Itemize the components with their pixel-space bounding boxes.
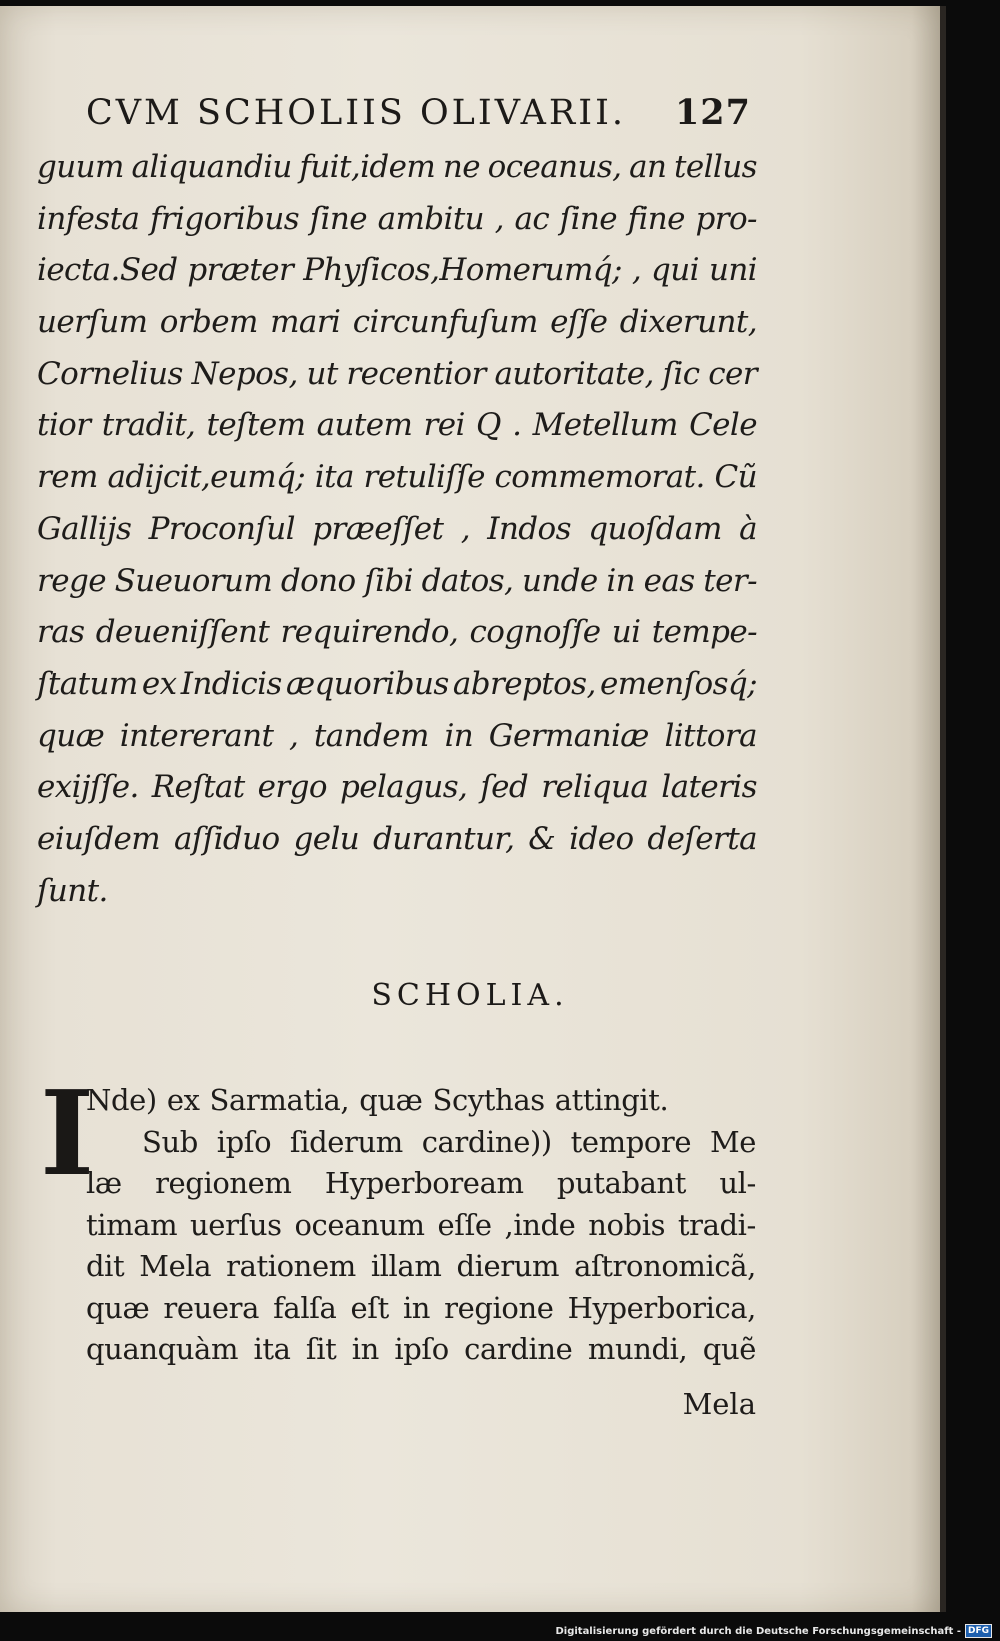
word: tior xyxy=(37,407,91,444)
page-number: 127 xyxy=(674,92,751,133)
word: quẽ xyxy=(702,1332,756,1366)
word: aſſiduo xyxy=(173,820,280,857)
word: Reſtat xyxy=(151,769,245,806)
word: ne xyxy=(442,149,480,185)
word: Hyperboream xyxy=(324,1166,524,1200)
word: guum xyxy=(37,149,124,185)
word: , xyxy=(289,717,299,754)
word: ,inde xyxy=(504,1207,576,1242)
word: eiuſdem xyxy=(37,820,161,857)
word: ſic xyxy=(662,355,700,392)
word: regione xyxy=(444,1290,554,1325)
word: eſt xyxy=(350,1290,389,1325)
word: tempe- xyxy=(651,614,757,651)
scholia-line xyxy=(86,1163,756,1205)
word: eſſe xyxy=(550,304,608,341)
word: reliqua xyxy=(541,769,649,806)
word: uni xyxy=(708,252,757,289)
word: datos, xyxy=(421,562,514,599)
book-page xyxy=(0,6,946,1612)
word: fine xyxy=(627,200,685,237)
word: . xyxy=(512,407,522,444)
word: ut xyxy=(306,355,338,392)
word: Sueuorum xyxy=(114,562,273,599)
word: cer xyxy=(708,355,757,392)
word: ex xyxy=(166,1083,200,1117)
word: ita xyxy=(314,459,354,496)
word: Nde) xyxy=(86,1083,157,1117)
word: ſtatum xyxy=(37,665,138,702)
word: requirendo, xyxy=(280,614,459,651)
word: intererant xyxy=(119,717,274,754)
word: à xyxy=(739,510,757,547)
word: dierum xyxy=(456,1249,560,1283)
word: aſtronomicã, xyxy=(574,1249,756,1283)
word: eſſe xyxy=(437,1207,492,1242)
word: reuera xyxy=(163,1290,260,1325)
scholia-line xyxy=(86,1246,756,1288)
word: & xyxy=(528,820,556,857)
word: regionem xyxy=(155,1166,292,1200)
word: in xyxy=(351,1332,379,1366)
word: abreptos, xyxy=(452,665,596,702)
word: lateris xyxy=(661,769,757,806)
word: ex xyxy=(141,665,177,702)
word: rege xyxy=(37,562,106,599)
word: ipſo xyxy=(216,1124,272,1159)
word: Sub xyxy=(142,1124,198,1159)
word: adijcit,eumq́; xyxy=(107,459,306,496)
scholia-line xyxy=(86,1080,756,1122)
word: pro- xyxy=(695,200,757,237)
word: , xyxy=(494,200,504,237)
word: ipſo xyxy=(394,1332,449,1366)
text-line xyxy=(37,711,757,763)
word: retuliſſe xyxy=(363,459,485,496)
word: Me xyxy=(709,1124,756,1159)
text-line xyxy=(37,659,757,711)
word: ul- xyxy=(719,1166,756,1200)
word: pelagus, xyxy=(339,769,468,806)
word: tempore xyxy=(570,1124,692,1159)
scholia-line xyxy=(86,1122,756,1164)
word: cognoſſe xyxy=(469,614,601,651)
word: tradi- xyxy=(677,1207,756,1242)
text-line xyxy=(37,762,757,814)
word: , xyxy=(631,252,642,289)
word: in xyxy=(606,562,636,599)
word: an xyxy=(629,149,667,185)
word: quæ xyxy=(37,717,105,754)
word: iecta.Sed xyxy=(37,252,178,289)
word: oceanus, xyxy=(487,149,622,185)
word: ergo xyxy=(257,769,327,806)
word: Metellum xyxy=(532,407,678,444)
catchword: Mela xyxy=(682,1387,756,1421)
word: dixerunt, xyxy=(619,304,757,341)
word: præeſſet xyxy=(312,510,444,547)
word: ui xyxy=(611,614,641,651)
word: emenſosq́; xyxy=(600,665,757,702)
word: Gallijs xyxy=(37,510,132,547)
word: ita xyxy=(253,1332,291,1366)
word: eas xyxy=(643,562,695,599)
funding-credit: Digitalisierung gefördert durch die Deutsche Forschungsgemeinschaft - xyxy=(555,1625,961,1637)
word: ſiderum xyxy=(289,1124,403,1159)
word: fuit,idem xyxy=(299,149,436,185)
word: Germaniæ xyxy=(488,717,649,754)
scholia-line xyxy=(86,1205,756,1247)
word: autem xyxy=(316,407,413,444)
word: nobis xyxy=(588,1207,666,1242)
word: orbem xyxy=(159,304,258,341)
word: quæ xyxy=(359,1083,423,1117)
word: cardine xyxy=(464,1332,573,1366)
running-head-title: CVM SCHOLIIS OLIVARII. xyxy=(86,93,627,133)
word: frigoribus xyxy=(149,200,300,237)
word: in xyxy=(402,1290,431,1325)
word: unde xyxy=(521,562,598,599)
word: mari xyxy=(270,304,341,341)
word: Cornelius xyxy=(37,355,183,392)
word: ter- xyxy=(703,562,757,599)
word: Scythas xyxy=(432,1083,545,1117)
word: tellus xyxy=(674,149,757,185)
word: ideo xyxy=(569,820,634,857)
word: in xyxy=(444,717,474,754)
word: deueniſſent xyxy=(95,614,270,651)
word: ſed xyxy=(480,769,529,806)
word: exijſſe. xyxy=(37,769,139,806)
scholia-heading: SCHOLIA. xyxy=(371,978,569,1013)
word: circunfuſum xyxy=(352,304,538,341)
word: durantur, xyxy=(373,820,515,857)
word: Cele xyxy=(689,407,757,444)
word: Nepos, xyxy=(191,355,298,392)
word: mundi, xyxy=(587,1332,688,1366)
word: Phyſicos,Homerumq́; xyxy=(303,252,622,289)
scholia-text-block xyxy=(86,1080,756,1371)
word: infesta xyxy=(37,200,140,237)
text-line xyxy=(37,607,757,659)
word: Mela xyxy=(139,1249,212,1283)
text-line xyxy=(37,504,757,556)
word: autoritate, xyxy=(494,355,654,392)
dfg-logo: DFG xyxy=(965,1624,992,1638)
word: rationem xyxy=(226,1249,356,1283)
word: ſibi xyxy=(364,562,413,599)
word: Indicis xyxy=(180,665,282,702)
word: æquoribus xyxy=(286,665,449,702)
word: cardine)) xyxy=(421,1124,552,1159)
word: timam xyxy=(86,1207,178,1242)
word: aliquandiu xyxy=(131,149,292,185)
text-line xyxy=(37,194,757,246)
word: commemorat. xyxy=(494,459,705,496)
word: falſa xyxy=(273,1290,337,1325)
word: qui xyxy=(651,252,699,289)
drop-cap-initial: I xyxy=(40,1066,95,1202)
word: quanquàm xyxy=(86,1332,239,1366)
word: Q xyxy=(476,407,501,444)
word: deſerta xyxy=(647,820,757,857)
word: attingit. xyxy=(554,1083,669,1117)
text-line xyxy=(37,556,757,608)
word: ac xyxy=(514,200,550,237)
word: illam xyxy=(370,1249,442,1283)
text-line xyxy=(37,245,757,297)
word: Hyperborica, xyxy=(567,1290,756,1325)
text-line xyxy=(37,866,757,918)
word: dono xyxy=(280,562,356,599)
word: putabant xyxy=(556,1166,687,1200)
word: tandem xyxy=(313,717,429,754)
word: Cũ xyxy=(714,459,757,496)
word: ſunt. xyxy=(37,872,108,909)
word: ambitu xyxy=(377,200,485,237)
word: rem xyxy=(37,459,98,496)
text-line xyxy=(37,400,757,452)
word: ſit xyxy=(305,1332,337,1366)
word: dit xyxy=(86,1249,125,1283)
word: læ xyxy=(86,1166,122,1200)
word: ſine xyxy=(559,200,618,237)
word: quæ xyxy=(86,1290,150,1325)
main-text-block xyxy=(37,142,757,917)
text-line xyxy=(37,452,757,504)
word: uerſus xyxy=(190,1207,282,1242)
word: recentior xyxy=(346,355,486,392)
word: teſtem xyxy=(206,407,306,444)
scholia-line xyxy=(86,1329,756,1371)
word: quoſdam xyxy=(588,510,722,547)
text-line xyxy=(37,142,757,194)
word: tradit, xyxy=(101,407,196,444)
word: ſine xyxy=(309,200,367,237)
text-line xyxy=(37,814,757,866)
word: Indos xyxy=(487,510,571,547)
word: ras xyxy=(37,614,85,651)
word: littora xyxy=(664,717,757,754)
scholia-line xyxy=(86,1288,756,1330)
text-line xyxy=(37,297,757,349)
word: gelu xyxy=(293,820,360,857)
word: Sarmatia, xyxy=(209,1083,350,1117)
text-line xyxy=(37,349,757,401)
word: oceanum xyxy=(294,1207,425,1242)
word: uerſum xyxy=(37,304,148,341)
word: , xyxy=(460,510,470,547)
digitization-footer xyxy=(555,1624,992,1638)
running-header xyxy=(86,92,751,133)
word: præter xyxy=(187,252,294,289)
word: Proconſul xyxy=(148,510,295,547)
word: rei xyxy=(423,407,465,444)
